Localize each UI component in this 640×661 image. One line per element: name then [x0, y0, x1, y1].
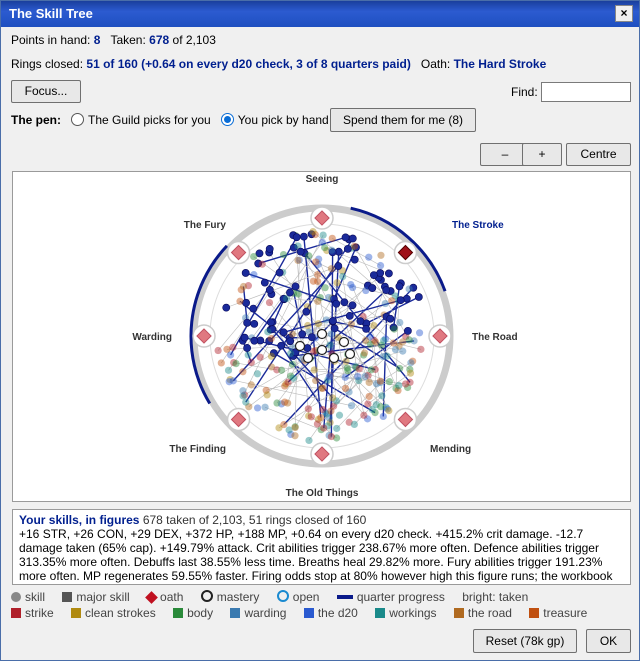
skill-node[interactable]: [406, 285, 413, 292]
skill-node[interactable]: [239, 387, 246, 394]
skill-node[interactable]: [399, 348, 406, 355]
skill-node[interactable]: [333, 425, 340, 432]
skill-node[interactable]: [254, 370, 261, 377]
points-value: 8: [93, 33, 101, 47]
skill-node[interactable]: [328, 247, 335, 254]
skill-node[interactable]: [242, 299, 249, 306]
taken-label: Taken:: [110, 33, 146, 47]
summary-title: Your skills, in figures: [19, 513, 140, 527]
pen-row: [11, 113, 329, 127]
focus-button[interactable]: Focus...: [11, 80, 81, 103]
skill-node[interactable]: [357, 318, 364, 325]
skill-node[interactable]: [378, 392, 385, 399]
skill-node[interactable]: [361, 373, 368, 380]
skill-node[interactable]: [250, 271, 257, 278]
skill-node[interactable]: [245, 351, 252, 358]
skill-node[interactable]: [383, 287, 390, 294]
skill-node[interactable]: [416, 329, 423, 336]
skill-node[interactable]: [314, 420, 321, 427]
skill-node[interactable]: [370, 272, 377, 279]
skill-node[interactable]: [215, 347, 222, 354]
find-input[interactable]: [541, 82, 631, 102]
skill-node[interactable]: [257, 354, 264, 361]
skill-node[interactable]: [354, 373, 361, 380]
skill-node[interactable]: [273, 399, 280, 406]
skill-node[interactable]: [369, 284, 376, 291]
spend-button[interactable]: Spend them for me (8): [330, 108, 476, 132]
skills-summary-panel: [12, 509, 631, 585]
skill-node[interactable]: [385, 270, 392, 277]
skill-node[interactable]: [293, 234, 300, 241]
d20-swatch: [304, 608, 314, 618]
skill-node[interactable]: [377, 403, 384, 410]
skill-node[interactable]: [320, 424, 327, 431]
skill-node[interactable]: [232, 360, 239, 367]
skill-node[interactable]: [365, 254, 372, 261]
section-label: The Old Things: [285, 488, 359, 499]
oath-label: Oath:: [420, 57, 451, 71]
skill-node[interactable]: [346, 312, 353, 319]
skill-node[interactable]: [404, 327, 411, 334]
skill-node[interactable]: [275, 424, 282, 431]
open-icon: [277, 590, 289, 602]
skill-node[interactable]: [267, 319, 274, 326]
rings-value: 51 of 160 (+0.64 on every d20 check, 3 of 8 quarters paid): [86, 57, 411, 71]
skill-node[interactable]: [335, 262, 342, 269]
treasure-swatch: [529, 608, 539, 618]
section-label: Seeing: [305, 174, 339, 185]
skill-node[interactable]: [218, 359, 225, 366]
skill-node[interactable]: [326, 372, 333, 379]
skill-node[interactable]: [299, 331, 306, 338]
skill-node[interactable]: [385, 407, 392, 414]
skill-node[interactable]: [244, 319, 251, 326]
skill-node[interactable]: [323, 316, 330, 323]
skill-node[interactable]: [251, 320, 258, 327]
skill-node[interactable]: [225, 367, 232, 374]
skill-node[interactable]: [291, 432, 298, 439]
skill-node[interactable]: [407, 370, 414, 377]
skill-node[interactable]: [399, 338, 406, 345]
skill-node[interactable]: [407, 359, 414, 366]
skill-node[interactable]: [356, 365, 363, 372]
skill-node[interactable]: [321, 244, 328, 251]
mastery-node[interactable]: [318, 330, 327, 339]
skill-node[interactable]: [366, 393, 373, 400]
skill-node[interactable]: [280, 329, 287, 336]
warding-swatch: [230, 608, 240, 618]
skill-node[interactable]: [372, 339, 379, 346]
find-label: Find:: [511, 85, 538, 99]
skill-node[interactable]: [303, 308, 310, 315]
legend-workings: workings: [375, 606, 436, 620]
mastery-node[interactable]: [318, 346, 327, 355]
skill-node[interactable]: [362, 287, 369, 294]
quarter-progress-icon: [337, 595, 353, 599]
skill-node[interactable]: [344, 245, 351, 252]
skill-node[interactable]: [242, 399, 249, 406]
skill-node[interactable]: [366, 379, 373, 386]
workings-swatch: [375, 608, 385, 618]
skill-node[interactable]: [392, 346, 399, 353]
section-label: The Finding: [169, 444, 226, 455]
legend-strike: strike: [11, 606, 54, 620]
body-swatch: [173, 608, 183, 618]
skill-node[interactable]: [284, 379, 291, 386]
skill-node[interactable]: [334, 279, 341, 286]
legend-clean-strokes: clean strokes: [71, 606, 156, 620]
skill-node[interactable]: [268, 353, 275, 360]
skill-node[interactable]: [268, 335, 275, 342]
skill-node[interactable]: [250, 305, 257, 312]
skill-node[interactable]: [287, 350, 294, 357]
section-label: The Stroke: [452, 220, 504, 231]
section-node[interactable]: [306, 174, 339, 229]
skill-node[interactable]: [377, 252, 384, 259]
zoom-out-button[interactable]: –: [480, 143, 530, 166]
skill-node[interactable]: [406, 336, 413, 343]
skill-node[interactable]: [333, 300, 340, 307]
legend-road: the road: [454, 606, 512, 620]
skill-node[interactable]: [286, 289, 293, 296]
skill-node[interactable]: [380, 337, 387, 344]
skill-node[interactable]: [386, 378, 393, 385]
skill-node[interactable]: [322, 284, 329, 291]
skill-node[interactable]: [417, 346, 424, 353]
skill-node[interactable]: [266, 299, 273, 306]
legend-warding: warding: [230, 606, 286, 620]
skill-node[interactable]: [248, 359, 255, 366]
skill-node[interactable]: [250, 253, 257, 260]
skill-node[interactable]: [349, 302, 356, 309]
legend-oath: oath: [147, 590, 183, 604]
skill-node[interactable]: [391, 326, 398, 333]
skill-node[interactable]: [326, 341, 333, 348]
section-node[interactable]: [132, 325, 215, 347]
skill-node[interactable]: [266, 245, 273, 252]
summary-subtitle: 678 taken of 2,103, 51 rings closed of 160: [142, 513, 367, 527]
section-node[interactable]: [286, 443, 359, 499]
section-label: The Road: [472, 332, 518, 343]
skill-node[interactable]: [264, 391, 271, 398]
skill-node[interactable]: [364, 400, 371, 407]
skill-node[interactable]: [348, 321, 355, 328]
legend-quarter-progress: quarter progress: [337, 590, 445, 604]
skill-node[interactable]: [339, 273, 346, 280]
section-node[interactable]: [429, 325, 518, 347]
skill-node[interactable]: [242, 269, 249, 276]
skill-node[interactable]: [312, 258, 319, 265]
skill-node[interactable]: [351, 243, 358, 250]
zoom-in-button[interactable]: +: [522, 143, 562, 166]
skill-node[interactable]: [347, 281, 354, 288]
major-skill-icon: [62, 592, 72, 602]
skill-node[interactable]: [305, 252, 312, 259]
tree-link: [285, 386, 323, 388]
skill-node[interactable]: [244, 344, 251, 351]
skill-node[interactable]: [351, 421, 358, 428]
skill-node[interactable]: [317, 414, 324, 421]
skill-tree-canvas[interactable]: [12, 171, 631, 502]
section-label: The Fury: [183, 220, 226, 231]
skill-node[interactable]: [329, 235, 336, 242]
skill-node[interactable]: [304, 322, 311, 329]
skill-node[interactable]: [292, 424, 299, 431]
skill-node[interactable]: [226, 378, 233, 385]
skill-node[interactable]: [336, 412, 343, 419]
skill-node[interactable]: [329, 317, 336, 324]
legend-open: open: [277, 590, 320, 604]
ok-button[interactable]: OK: [586, 629, 631, 653]
points-label: Points in hand:: [11, 33, 91, 47]
legend-major-skill: major skill: [62, 590, 129, 604]
skill-node[interactable]: [310, 278, 317, 285]
skill-node[interactable]: [287, 338, 294, 345]
skill-node[interactable]: [328, 265, 335, 272]
skill-node[interactable]: [379, 353, 386, 360]
legend-d20: the d20: [304, 606, 358, 620]
skill-node[interactable]: [390, 339, 397, 346]
mastery-icon: [201, 590, 213, 602]
skill-node[interactable]: [402, 380, 409, 387]
skill-node[interactable]: [396, 365, 403, 372]
skill-node[interactable]: [361, 349, 368, 356]
skill-node[interactable]: [318, 385, 325, 392]
pen-option-hand[interactable]: You pick by hand: [237, 113, 329, 127]
skill-node[interactable]: [227, 351, 234, 358]
skill-node[interactable]: [382, 300, 389, 307]
pen-option-guild[interactable]: The Guild picks for you: [88, 113, 211, 127]
legend-treasure: treasure: [529, 606, 587, 620]
skill-node[interactable]: [415, 293, 422, 300]
legend-skill: skill: [11, 590, 45, 604]
summary-body: +16 STR, +26 CON, +29 DEX, +372 HP, +188 MP, +0.64 on every d20 check. +415.2% crit damage. -12.7 damage taken (65% cap). +149.79% attack. Crit abilities trigger 238.67% more often. Defence abilities trigger 313.35% more often. Debuffs last 38.55% less time. Breaths heal 29.82% more. Fury abilities trigger 191.23% more often. MP regenerates 59.55% faster. Firing odds stop at 80% however high this figure runs; the workbook: [19, 527, 613, 583]
skill-node[interactable]: [311, 366, 318, 373]
skill-node[interactable]: [342, 374, 349, 381]
skill-node[interactable]: [278, 342, 285, 349]
skill-node[interactable]: [360, 412, 367, 419]
skill-node[interactable]: [368, 366, 375, 373]
road-swatch: [454, 608, 464, 618]
rings-label: Rings closed:: [11, 57, 84, 71]
skill-node[interactable]: [251, 337, 258, 344]
title-bar: [1, 1, 639, 27]
section-label: Mending: [430, 444, 472, 455]
mastery-node[interactable]: [330, 354, 339, 363]
rings-row: [11, 57, 546, 71]
skill-node[interactable]: [308, 413, 315, 420]
reset-button[interactable]: Reset (78k gp): [473, 629, 577, 653]
skill-node[interactable]: [281, 399, 288, 406]
skill-icon: [11, 592, 21, 602]
skill-node[interactable]: [239, 368, 246, 375]
skill-node[interactable]: [294, 257, 301, 264]
legend-body: body: [173, 606, 213, 620]
skill-node[interactable]: [223, 304, 230, 311]
skill-node[interactable]: [370, 322, 377, 329]
skill-node[interactable]: [266, 286, 273, 293]
skill-node[interactable]: [315, 320, 322, 327]
skill-node[interactable]: [362, 337, 369, 344]
centre-button[interactable]: Centre: [566, 143, 631, 166]
skill-node[interactable]: [229, 344, 236, 351]
pen-radio-guild[interactable]: [71, 113, 84, 126]
mastery-node[interactable]: [296, 342, 305, 351]
skill-node[interactable]: [342, 234, 349, 241]
skill-node[interactable]: [236, 298, 243, 305]
skill-node[interactable]: [305, 437, 312, 444]
skill-node[interactable]: [351, 256, 358, 263]
skill-node[interactable]: [295, 290, 302, 297]
skill-node[interactable]: [387, 315, 394, 322]
skill-node[interactable]: [297, 248, 304, 255]
skill-node[interactable]: [308, 334, 315, 341]
pen-radio-hand[interactable]: [221, 113, 234, 126]
skill-node[interactable]: [344, 367, 351, 374]
skill-node[interactable]: [309, 228, 316, 235]
skill-node[interactable]: [396, 319, 403, 326]
skill-node[interactable]: [327, 408, 334, 415]
skill-node[interactable]: [325, 294, 332, 301]
legend-mastery: mastery: [201, 590, 260, 604]
section-label: Warding: [132, 332, 172, 343]
skill-node[interactable]: [349, 235, 356, 242]
taken-of: of 2,103: [172, 33, 216, 47]
skill-node[interactable]: [240, 283, 247, 290]
skill-node[interactable]: [278, 367, 285, 374]
pen-label: The pen:: [11, 113, 61, 127]
skill-node[interactable]: [377, 262, 384, 269]
skill-node[interactable]: [377, 378, 384, 385]
clean-strokes-swatch: [71, 608, 81, 618]
skill-node[interactable]: [312, 377, 319, 384]
skill-node[interactable]: [329, 394, 336, 401]
skill-node[interactable]: [320, 231, 327, 238]
skill-node[interactable]: [342, 385, 349, 392]
skill-node[interactable]: [289, 330, 296, 337]
legend-row-1: [11, 590, 542, 604]
skill-node[interactable]: [395, 382, 402, 389]
skill-node[interactable]: [248, 381, 255, 388]
skill-node[interactable]: [397, 297, 404, 304]
skill-node[interactable]: [261, 279, 268, 286]
skill-node[interactable]: [380, 413, 387, 420]
legend-bright-taken: bright: taken: [462, 590, 529, 604]
skill-node[interactable]: [314, 271, 321, 278]
taken-value: 678: [149, 33, 170, 47]
oath-icon: [145, 591, 158, 604]
skill-node[interactable]: [300, 233, 307, 240]
skill-node[interactable]: [396, 283, 403, 290]
skill-tree-graph[interactable]: [13, 172, 630, 501]
skill-node[interactable]: [259, 261, 266, 268]
skill-node[interactable]: [280, 251, 287, 258]
points-row: [11, 33, 216, 47]
skill-node[interactable]: [305, 405, 312, 412]
skill-node[interactable]: [328, 433, 335, 440]
skill-node[interactable]: [254, 404, 261, 411]
skill-node[interactable]: [363, 325, 370, 332]
skill-node[interactable]: [348, 402, 355, 409]
legend-row-2: [11, 606, 601, 620]
skill-node[interactable]: [388, 297, 395, 304]
oath-value: The Hard Stroke: [453, 57, 547, 71]
close-button[interactable]: ×: [615, 5, 633, 22]
skill-node[interactable]: [261, 404, 268, 411]
skill-node[interactable]: [292, 283, 299, 290]
mastery-node[interactable]: [304, 354, 313, 363]
strike-swatch: [11, 608, 21, 618]
mastery-node[interactable]: [340, 338, 349, 347]
mastery-node[interactable]: [346, 350, 355, 359]
skill-node[interactable]: [289, 361, 296, 368]
skill-node[interactable]: [264, 328, 271, 335]
skill-node[interactable]: [241, 334, 248, 341]
skill-node[interactable]: [314, 298, 321, 305]
skill-node[interactable]: [276, 269, 283, 276]
skill-node[interactable]: [341, 299, 348, 306]
skill-node[interactable]: [328, 330, 335, 337]
window-title: The Skill Tree: [9, 6, 93, 21]
